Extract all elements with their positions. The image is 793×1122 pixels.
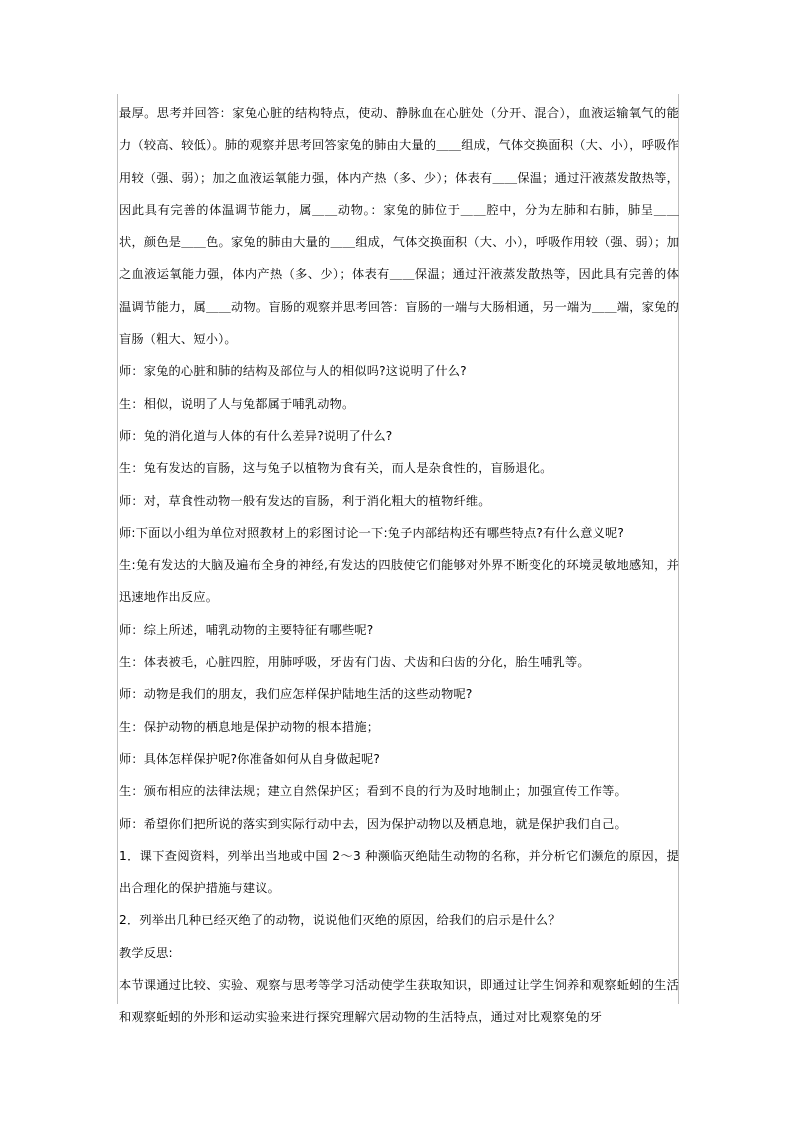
paragraph-student-habitat-answer: 生：保护动物的栖息地是保护动物的根本措施； bbox=[119, 719, 380, 734]
paragraph-teacher-protection-question: 师：动物是我们的朋友，我们应怎样保护陆地生活的这些动物呢? bbox=[119, 687, 473, 702]
paragraph-teacher-heart-lung-question: 师：家兔的心脏和肺的结构及部位与人的相似吗?这说明了什么? bbox=[119, 364, 467, 379]
paragraph-homework-1: 1．课下查阅资料，列举出当地或中国 2～3 种濒临灭绝陆生动物的名称，并分析它们濒危的原因，提出合理化的保护措施与建议。 bbox=[119, 848, 679, 896]
paragraph-student-brain-nerves: 生:兔有发达的大脑及遍布全身的神经,有发达的四肢使它们能够对外界不断变化的环境灵敏地感知，并迅速地作出反应。 bbox=[119, 558, 679, 605]
paragraph-teacher-closing: 师：希望你们把所说的落实到实际行动中去，因为保护动物以及栖息地，就是保护我们自己。 bbox=[119, 816, 627, 831]
paragraph-student-cecum-answer: 生：兔有发达的盲肠，这与兔子以植物为食有关，而人是杂食性的，盲肠退化。 bbox=[119, 461, 553, 476]
paragraph-teacher-summary-question: 师：综上所述，哺乳动物的主要特征有哪些呢? bbox=[119, 622, 374, 637]
paragraph-student-measures: 生：颁布相应的法律法规；建立自然保护区；看到不良的行为及时地制止；加强宣传工作等。 bbox=[119, 784, 627, 799]
paragraph-teacher-group-discussion: 师:下面以小组为单位对照教材上的彩图讨论一下:兔子内部结构还有哪些特点?有什么意义呢? bbox=[119, 525, 625, 540]
heading-teaching-reflection: 教学反思: bbox=[119, 945, 173, 960]
paragraph-teacher-digestive-question: 师：兔的消化道与人体的有什么差异?说明了什么? bbox=[119, 428, 393, 443]
paragraph-student-mammal-answer: 生：相似，说明了人与兔都属于哺乳动物。 bbox=[119, 396, 355, 411]
document-body bbox=[119, 97, 679, 1034]
paragraph-teacher-how-protect: 师：具体怎样保护呢?你准备如何从自身做起呢? bbox=[119, 751, 381, 766]
paragraph-homework-2: 2．列举出几种已经灭绝了的动物，说说他们灭绝的原因，给我们的启示是什么？ bbox=[119, 913, 561, 928]
paragraph-student-mammal-features: 生：体表被毛，心脏四腔，用肺呼吸，牙齿有门齿、犬齿和臼齿的分化，胎生哺乳等。 bbox=[119, 655, 590, 670]
paragraph-rabbit-heart-lung-observation: 最厚。思考并回答：家兔心脏的结构特点，使动、静脉血在心脏处（分开、混合），血液运输氧气的能力（较高、较低）。肺的观察并思考回答家兔的肺由大量的＿＿组成，气体交换面积（大、小），呼吸作用较（强、弱）；加之血液运氧能力强，体内产热（多、少）；体表有＿＿保温；通过汗液蒸发散热等，因此具有完善的体温调节能力，属＿＿动物。：家兔的肺位于＿＿腔中，分为左肺和右肺，肺呈＿＿状，颜色是＿＿色。家兔的肺由大量的＿＿组成，气体交换面积（大、小），呼吸作用较（强、弱）；加之血液运氧能力强，体内产热（多、少）；体表有＿＿保温；通过汗液蒸发散热等，因此具有完善的体温调节能力，属＿＿动物。盲肠的观察并思考回答：盲肠的一端与大肠相通，另一端为＿＿端，家兔的盲肠（粗大、短小）。 bbox=[119, 106, 679, 347]
paragraph-teacher-herbivore-note: 师：对，草食性动物一般有发达的盲肠，利于消化粗大的植物纤维。 bbox=[119, 493, 491, 508]
paragraph-reflection-body: 本节课通过比较、实验、观察与思考等学习活动使学生获取知识，即通过让学生饲养和观察蚯蚓的生活和观察蚯蚓的外形和运动实验来进行探究理解穴居动物的生活特点，通过对比观察兔的牙 bbox=[119, 978, 679, 1025]
